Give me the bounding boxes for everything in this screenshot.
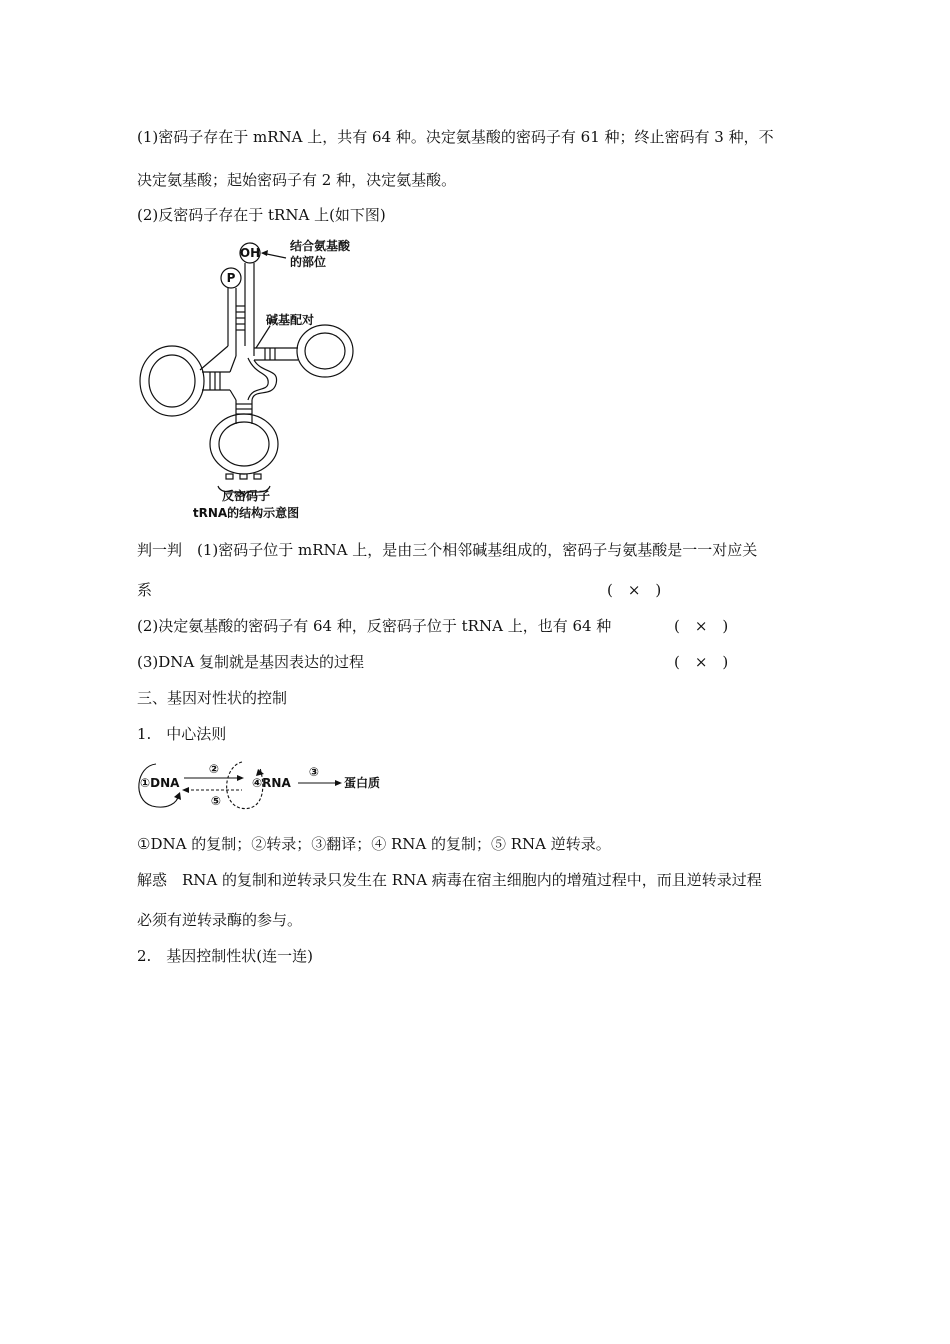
trna-structure-diagram [130,236,390,526]
base-pairing-label: 碱基配对 [266,313,315,327]
central-dogma-diagram [134,756,394,816]
binding-site-label-2: 的部位 [290,255,327,269]
judgement-2: ( × ) [674,617,729,635]
subsection-gene-trait: 2. 基因控制性状(连一连) [137,947,314,965]
judgement-3: ( × ) [674,653,729,671]
p-label: P [226,271,236,285]
dna-node: ①DNA [140,776,180,790]
protein-node: 蛋白质 [344,776,381,790]
text-line-codon-2: 决定氨基酸；起始密码子有 2 种，决定氨基酸。 [137,171,457,189]
clarification-line-2: 必须有逆转录酶的参与。 [137,911,303,929]
anticodon-label: 反密码子 [221,489,271,503]
trna-caption: tRNA的结构示意图 [192,506,300,520]
text-line-codon-1: (1)密码子存在于 mRNA 上，共有 64 种。决定氨基酸的密码子有 61 种；终止密码有 3 种，不 [137,128,774,146]
judge-line-1b: 系 [137,581,153,599]
step-2-label: ② [208,762,220,776]
judge-line-2: (2)决定氨基酸的密码子有 64 种，反密码子位于 tRNA 上，也有 64 种 [137,617,612,635]
judge-line-3: (3)DNA 复制就是基因表达的过程 [137,653,365,671]
section-heading: 三、基因对性状的控制 [137,689,288,707]
binding-site-label-1: 结合氨基酸 [290,239,351,253]
dogma-explanation: ①DNA 的复制；②转录；③翻译；④ RNA 的复制；⑤ RNA 逆转录。 [137,835,611,853]
rna-node: ④RNA [252,776,291,790]
step-3-label: ③ [308,765,320,779]
judge-line-1a: 判一判 (1)密码子位于 mRNA 上，是由三个相邻碱基组成的，密码子与氨基酸是一一对应关 [137,541,758,559]
oh-label: OH [239,246,261,260]
step-5-label: ⑤ [210,794,222,808]
judgement-1: ( × ) [607,581,662,599]
subsection-central-dogma: 1. 中心法则 [137,725,227,743]
clarification-line-1: 解惑 RNA 的复制和逆转录只发生在 RNA 病毒在宿主细胞内的增殖过程中，而且逆转录过程 [137,871,762,889]
text-line-anticodon: (2)反密码子存在于 tRNA 上(如下图) [137,206,386,224]
